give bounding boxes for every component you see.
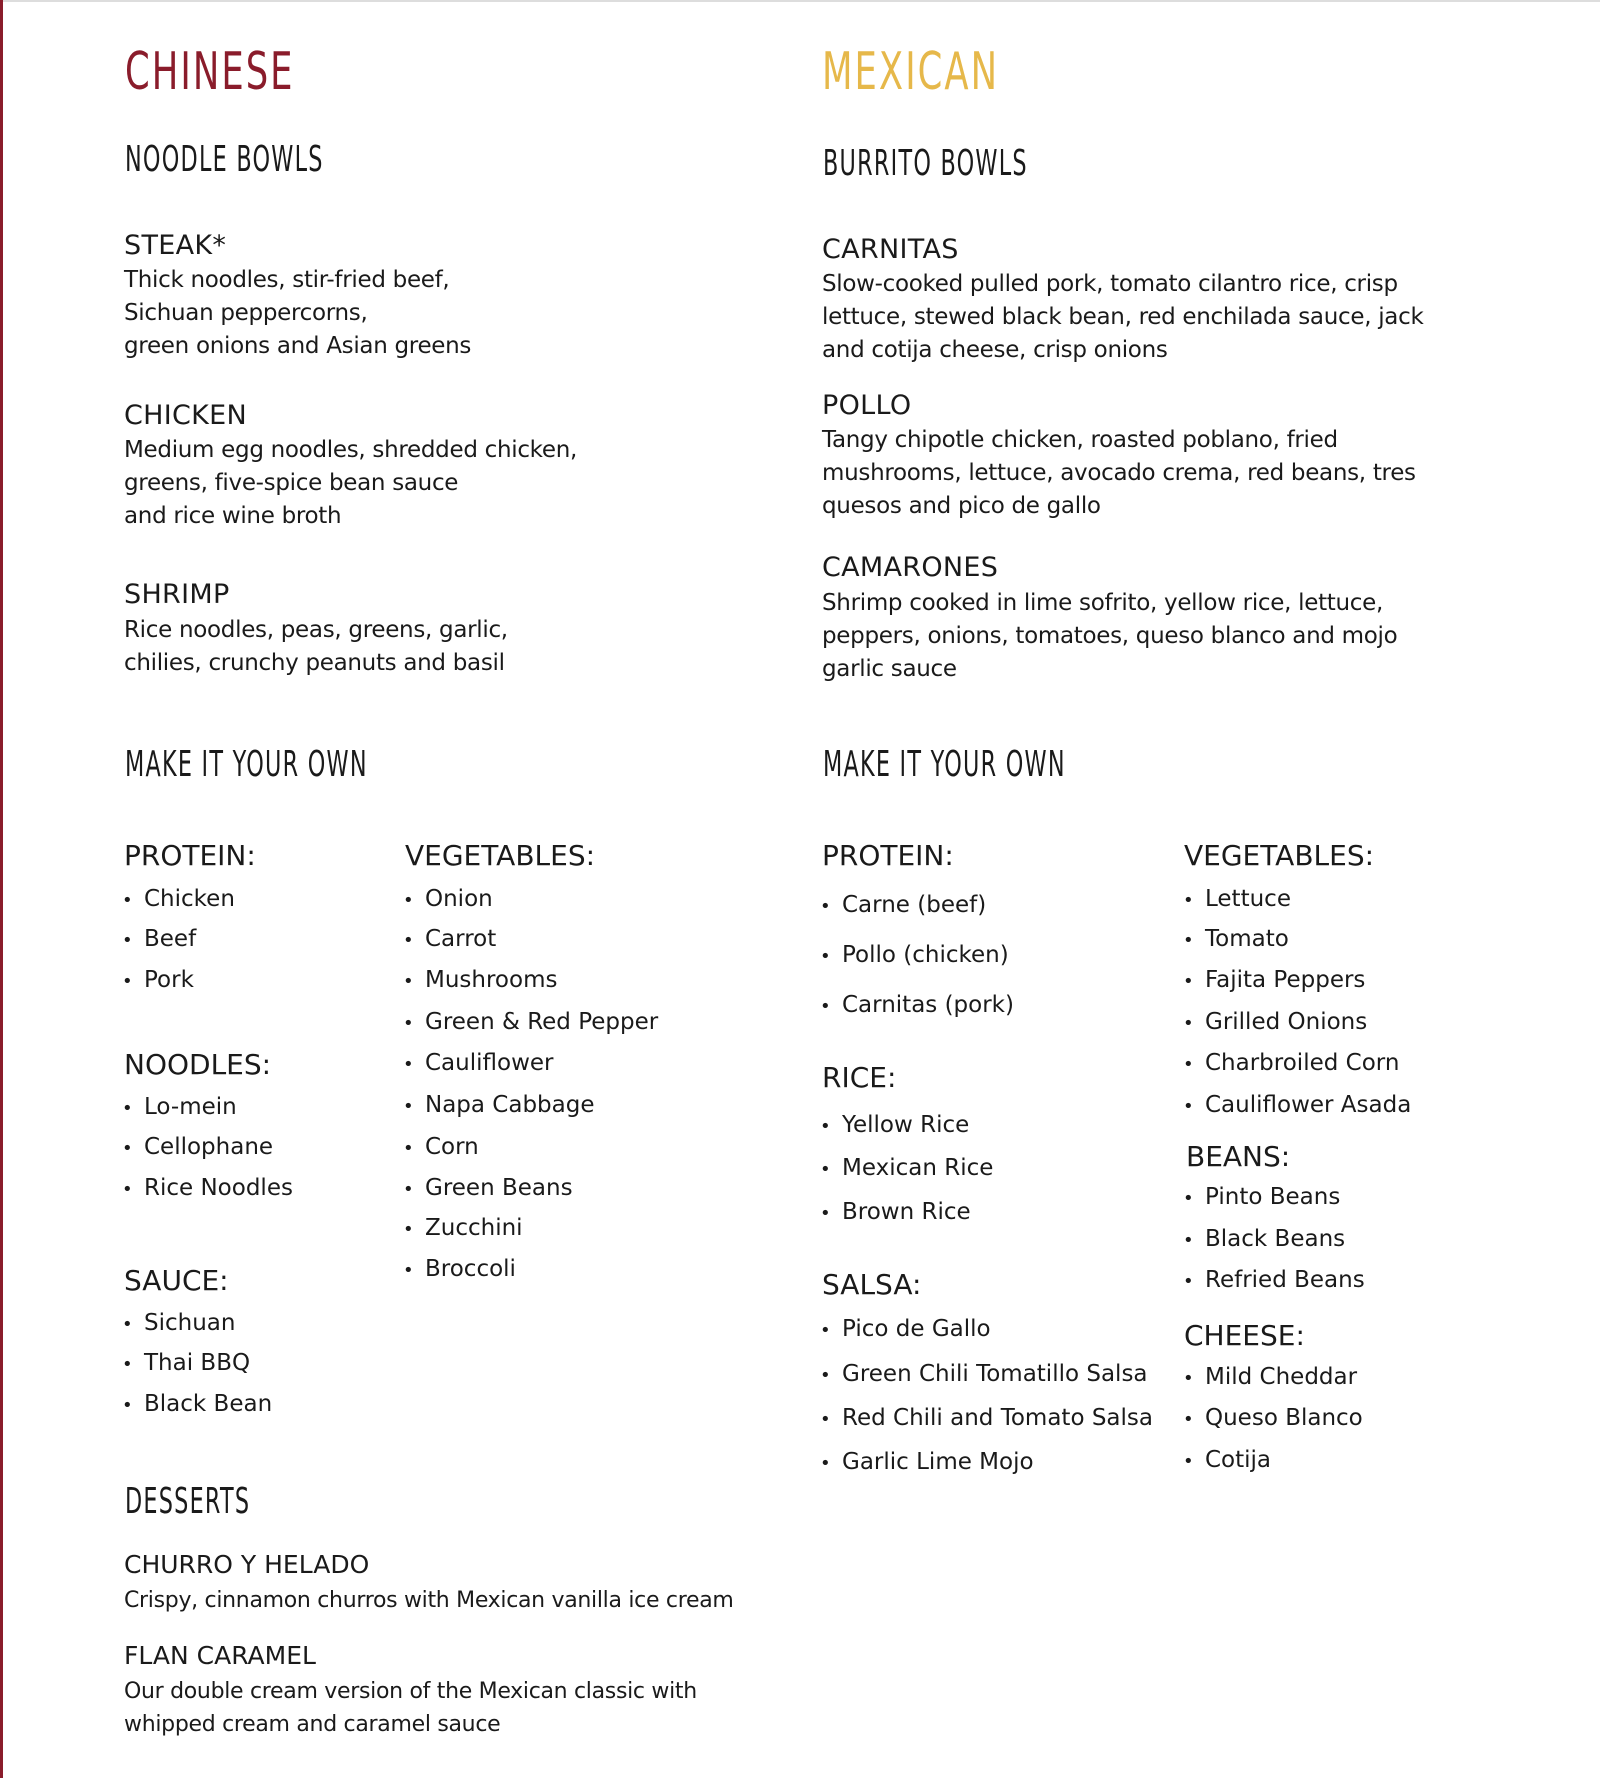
dish-name-pollo: POLLO bbox=[822, 390, 912, 421]
mexican-title: MEXICAN bbox=[822, 42, 1000, 102]
desc-line: Our double cream version of the Mexican classic with bbox=[124, 1679, 697, 1704]
bullet-icon: • bbox=[820, 1116, 831, 1137]
dish-name-camarones: CAMARONES bbox=[822, 552, 999, 583]
option-item bbox=[403, 1258, 516, 1281]
option-item bbox=[122, 1096, 237, 1119]
dessert-desc-churro bbox=[124, 1584, 744, 1617]
option-item bbox=[820, 1201, 971, 1224]
option-label: Rice Noodles bbox=[144, 1175, 293, 1201]
option-item bbox=[122, 1352, 250, 1375]
option-item bbox=[820, 1318, 991, 1341]
bullet-icon: • bbox=[122, 1314, 133, 1335]
option-item bbox=[820, 1451, 1034, 1474]
option-label: Carrot bbox=[425, 926, 497, 952]
option-item bbox=[1183, 888, 1291, 911]
desc-line: and cotija cheese, crisp onions bbox=[822, 337, 1168, 363]
bullet-icon: • bbox=[1183, 1188, 1194, 1209]
bullet-icon: • bbox=[1183, 890, 1194, 911]
option-item bbox=[820, 944, 1009, 967]
dish-name-carnitas: CARNITAS bbox=[822, 234, 959, 265]
option-label: Tomato bbox=[1205, 926, 1289, 952]
dish-desc-shrimp bbox=[124, 614, 684, 680]
bullet-icon: • bbox=[122, 971, 133, 992]
bullet-icon: • bbox=[820, 1203, 831, 1224]
option-label: Cauliflower bbox=[425, 1050, 554, 1076]
option-item bbox=[820, 1407, 1153, 1430]
bullet-icon: • bbox=[403, 1054, 414, 1075]
option-item bbox=[403, 1052, 554, 1075]
option-label: Lettuce bbox=[1205, 886, 1291, 912]
option-label: Pinto Beans bbox=[1205, 1184, 1341, 1210]
bullet-icon: • bbox=[122, 1354, 133, 1375]
option-label: Carnitas (pork) bbox=[842, 992, 1014, 1018]
bullet-icon: • bbox=[403, 1013, 414, 1034]
chinese-sauce-heading: SAUCE: bbox=[124, 1264, 229, 1297]
desc-line: green onions and Asian greens bbox=[124, 333, 472, 359]
bullet-icon: • bbox=[403, 1219, 414, 1240]
option-item bbox=[403, 1177, 573, 1200]
chinese-title: CHINESE bbox=[125, 42, 295, 102]
bullet-icon: • bbox=[1183, 1409, 1194, 1430]
desc-line: lettuce, stewed black bean, red enchilada sauce, jack bbox=[822, 304, 1424, 330]
option-label: Cotija bbox=[1205, 1447, 1272, 1473]
option-item bbox=[820, 994, 1014, 1017]
option-item bbox=[1183, 1228, 1345, 1251]
bullet-icon: • bbox=[403, 971, 414, 992]
bullet-icon: • bbox=[1183, 1096, 1194, 1117]
bullet-icon: • bbox=[820, 996, 831, 1017]
option-label: Green Beans bbox=[425, 1175, 573, 1201]
chinese-protein-heading: PROTEIN: bbox=[124, 839, 256, 872]
dish-desc-pollo bbox=[822, 424, 1522, 523]
option-label: Charbroiled Corn bbox=[1205, 1050, 1400, 1076]
option-label: Cellophane bbox=[144, 1134, 274, 1160]
dish-desc-chicken bbox=[124, 434, 684, 533]
option-item bbox=[1183, 1449, 1271, 1472]
option-label: Cauliflower Asada bbox=[1205, 1092, 1412, 1118]
option-label: Chicken bbox=[144, 886, 235, 912]
option-item bbox=[1183, 1052, 1399, 1075]
option-label: Pork bbox=[144, 967, 194, 993]
mexican-salsa-heading: SALSA: bbox=[822, 1268, 922, 1301]
desc-line: Slow-cooked pulled pork, tomato cilantro rice, crisp bbox=[822, 271, 1398, 297]
option-item bbox=[122, 1312, 235, 1335]
option-item bbox=[403, 969, 557, 992]
bullet-icon: • bbox=[820, 1453, 831, 1474]
mexican-rice-heading: RICE: bbox=[822, 1061, 897, 1094]
bullet-icon: • bbox=[122, 1395, 133, 1416]
option-item bbox=[820, 1363, 1148, 1386]
top-border bbox=[0, 0, 1600, 2]
bullet-icon: • bbox=[820, 1409, 831, 1430]
desc-line: Tangy chipotle chicken, roasted poblano, fried bbox=[822, 427, 1338, 453]
bullet-icon: • bbox=[1183, 1368, 1194, 1389]
option-label: Brown Rice bbox=[842, 1199, 971, 1225]
dessert-name-flan: FLAN CARAMEL bbox=[124, 1641, 316, 1670]
chinese-vegetables-heading: VEGETABLES: bbox=[405, 839, 596, 872]
desc-line: mushrooms, lettuce, avocado crema, red beans, tres bbox=[822, 460, 1416, 486]
bullet-icon: • bbox=[122, 890, 133, 911]
option-item bbox=[1183, 1269, 1365, 1292]
desc-line: Sichuan peppercorns, bbox=[124, 300, 368, 326]
option-label: Grilled Onions bbox=[1205, 1009, 1368, 1035]
desc-line: whipped cream and caramel sauce bbox=[124, 1712, 501, 1737]
bullet-icon: • bbox=[1183, 1451, 1194, 1472]
mexican-protein-heading: PROTEIN: bbox=[822, 839, 954, 872]
bullet-icon: • bbox=[820, 1320, 831, 1341]
option-label: Pico de Gallo bbox=[842, 1316, 991, 1342]
bullet-icon: • bbox=[1183, 1230, 1194, 1251]
chinese-make-your-own-heading: MAKE IT YOUR OWN bbox=[125, 744, 368, 785]
option-label: Broccoli bbox=[425, 1256, 516, 1282]
option-item bbox=[122, 888, 235, 911]
bullet-icon: • bbox=[820, 1365, 831, 1386]
mexican-vegetables-heading: VEGETABLES: bbox=[1184, 839, 1375, 872]
option-label: Onion bbox=[425, 886, 493, 912]
dish-desc-steak bbox=[124, 264, 684, 363]
option-label: Lo-mein bbox=[144, 1094, 237, 1120]
option-item bbox=[1183, 1366, 1357, 1389]
option-label: Pollo (chicken) bbox=[842, 942, 1009, 968]
option-label: Green Chili Tomatillo Salsa bbox=[842, 1361, 1148, 1387]
option-item bbox=[122, 969, 194, 992]
option-label: Black Beans bbox=[1205, 1226, 1346, 1252]
option-item bbox=[1183, 969, 1365, 992]
desc-line: Medium egg noodles, shredded chicken, bbox=[124, 437, 578, 463]
desc-line: peppers, onions, tomatoes, queso blanco and mojo bbox=[822, 623, 1398, 649]
desc-line: Crispy, cinnamon churros with Mexican vanilla ice cream bbox=[124, 1588, 734, 1613]
option-item bbox=[1183, 1407, 1363, 1430]
desc-line: and rice wine broth bbox=[124, 503, 342, 529]
option-label: Thai BBQ bbox=[144, 1350, 251, 1376]
option-label: Garlic Lime Mojo bbox=[842, 1449, 1034, 1475]
option-item bbox=[403, 1217, 523, 1240]
noodle-bowls-heading: NOODLE BOWLS bbox=[125, 139, 324, 180]
left-border bbox=[0, 0, 3, 1778]
bullet-icon: • bbox=[1183, 1054, 1194, 1075]
bullet-icon: • bbox=[122, 930, 133, 951]
bullet-icon: • bbox=[1183, 930, 1194, 951]
option-item bbox=[820, 1157, 993, 1180]
option-label: Carne (beef) bbox=[842, 892, 987, 918]
bullet-icon: • bbox=[820, 946, 831, 967]
option-item bbox=[1183, 1094, 1411, 1117]
option-item bbox=[403, 1136, 479, 1159]
bullet-icon: • bbox=[820, 896, 831, 917]
option-item bbox=[403, 1094, 595, 1117]
desc-line: garlic sauce bbox=[822, 656, 957, 682]
option-label: Yellow Rice bbox=[842, 1112, 970, 1138]
bullet-icon: • bbox=[403, 930, 414, 951]
bullet-icon: • bbox=[403, 1179, 414, 1200]
bullet-icon: • bbox=[122, 1138, 133, 1159]
option-label: Sichuan bbox=[144, 1310, 236, 1336]
option-label: Corn bbox=[425, 1134, 479, 1160]
option-label: Mushrooms bbox=[425, 967, 558, 993]
bullet-icon: • bbox=[403, 890, 414, 911]
option-item bbox=[122, 1177, 293, 1200]
option-label: Refried Beans bbox=[1205, 1267, 1365, 1293]
desc-line: Shrimp cooked in lime sofrito, yellow rice, lettuce, bbox=[822, 590, 1383, 616]
dish-desc-carnitas bbox=[822, 268, 1522, 367]
burrito-bowls-heading: BURRITO BOWLS bbox=[823, 143, 1028, 184]
option-item bbox=[122, 928, 196, 951]
option-label: Mexican Rice bbox=[842, 1155, 994, 1181]
desc-line: Thick noodles, stir-fried beef, bbox=[124, 267, 450, 293]
option-label: Mild Cheddar bbox=[1205, 1364, 1358, 1390]
dish-name-shrimp: SHRIMP bbox=[124, 579, 230, 610]
dish-desc-camarones bbox=[822, 587, 1522, 686]
option-item bbox=[122, 1136, 273, 1159]
option-label: Napa Cabbage bbox=[425, 1092, 595, 1118]
option-item bbox=[1183, 928, 1289, 951]
option-item bbox=[403, 928, 496, 951]
option-item bbox=[122, 1393, 272, 1416]
bullet-icon: • bbox=[122, 1098, 133, 1119]
bullet-icon: • bbox=[820, 1159, 831, 1180]
option-label: Zucchini bbox=[425, 1215, 523, 1241]
bullet-icon: • bbox=[403, 1096, 414, 1117]
dessert-name-churro: CHURRO Y HELADO bbox=[124, 1550, 370, 1579]
desc-line: greens, five-spice bean sauce bbox=[124, 470, 459, 496]
option-item bbox=[820, 894, 986, 917]
option-item bbox=[403, 888, 493, 911]
dish-name-steak: STEAK* bbox=[124, 230, 227, 261]
bullet-icon: • bbox=[403, 1260, 414, 1281]
bullet-icon: • bbox=[122, 1179, 133, 1200]
mexican-beans-heading: BEANS: bbox=[1186, 1140, 1291, 1173]
desserts-heading: DESSERTS bbox=[125, 1481, 251, 1522]
option-item bbox=[820, 1114, 969, 1137]
option-label: Queso Blanco bbox=[1205, 1405, 1363, 1431]
bullet-icon: • bbox=[1183, 971, 1194, 992]
mexican-make-your-own-heading: MAKE IT YOUR OWN bbox=[823, 744, 1066, 785]
option-label: Fajita Peppers bbox=[1205, 967, 1366, 993]
desc-line: chilies, crunchy peanuts and basil bbox=[124, 650, 505, 676]
dish-name-chicken: CHICKEN bbox=[124, 400, 248, 431]
bullet-icon: • bbox=[403, 1138, 414, 1159]
mexican-cheese-heading: CHEESE: bbox=[1184, 1319, 1305, 1352]
bullet-icon: • bbox=[1183, 1013, 1194, 1034]
desc-line: quesos and pico de gallo bbox=[822, 493, 1101, 519]
option-label: Beef bbox=[144, 926, 197, 952]
dessert-desc-flan bbox=[124, 1675, 744, 1741]
option-item bbox=[1183, 1186, 1340, 1209]
desc-line: Rice noodles, peas, greens, garlic, bbox=[124, 617, 508, 643]
option-label: Red Chili and Tomato Salsa bbox=[842, 1405, 1153, 1431]
option-item bbox=[403, 1011, 658, 1034]
option-item bbox=[1183, 1011, 1367, 1034]
option-label: Green & Red Pepper bbox=[425, 1009, 659, 1035]
bullet-icon: • bbox=[1183, 1271, 1194, 1292]
chinese-noodles-heading: NOODLES: bbox=[124, 1048, 272, 1081]
option-label: Black Bean bbox=[144, 1391, 273, 1417]
